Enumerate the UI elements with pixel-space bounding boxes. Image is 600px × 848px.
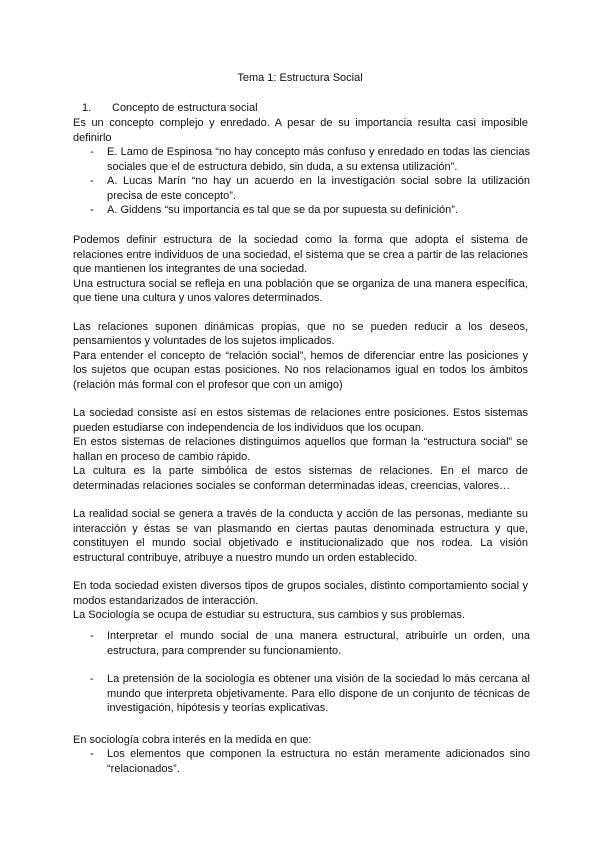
bullet-dash: -	[90, 630, 94, 642]
sociology-goals-list	[90, 629, 530, 716]
list-item	[90, 672, 530, 716]
bullet-dash: -	[90, 748, 94, 760]
bullet-dash: -	[90, 175, 94, 187]
list-item	[90, 203, 530, 218]
list-item-text: A. Giddens “su importancia es tal que se da por supuesta su definición”.	[107, 204, 458, 216]
paragraph: En toda sociedad existen diversos tipos de grupos sociales, distinto comportamiento social y modos estandarizados de interacción.	[73, 580, 528, 607]
paragraph: La sociedad consiste así en estos sistemas de relaciones entre posiciones. Estos sistemas pueden estudiarse con independencia de los individuos que los ocupan.	[73, 407, 528, 434]
paragraph: La Sociología se ocupa de estudiar su estructura, sus cambios y sus problemas.	[73, 609, 465, 621]
body-section-1	[73, 233, 528, 623]
bullet-dash: -	[90, 673, 94, 685]
list-item-text: Interpretar el mundo social de una manera estructural, atribuirle un orden, una estructura, para comprender su funcionamiento.	[107, 630, 530, 657]
section-heading-text: Concepto de estructura social	[112, 102, 258, 114]
paragraph: La realidad social se genera a través de la conducta y acción de las personas, mediante su interacción y éstas se van plasmando en ciertas pautas denominada estructura y que, constituyen el mundo social objetivado e institucionalizado que nos rodea. La visión estructural contribuye, atribuye a nuestro mundo un orden establecido.	[73, 508, 528, 564]
paragraph: Una estructura social se refleja en una población que se organiza de una manera específica, que tiene una cultura y unos valores determinados.	[73, 277, 528, 304]
quotes-list	[90, 145, 530, 218]
list-item	[90, 145, 530, 174]
body-section-2	[73, 733, 528, 748]
bullet-dash: -	[90, 204, 94, 216]
paragraph: La cultura es la parte simbólica de estos sistemas de relaciones. En el marco de determinadas relaciones sociales se conforman determinadas ideas, creencias, valores…	[73, 465, 528, 492]
paragraph: En estos sistemas de relaciones distinguimos aquellos que forman la “estructura social” se hallan en proceso de cambio rápido.	[73, 436, 528, 463]
paragraph: Las relaciones suponen dinámicas propias, que no se pueden reducir a los deseos, pensamientos y voluntades de los sujetos implicados.	[73, 320, 528, 347]
page-title: Tema 1: Estructura Social	[237, 72, 363, 84]
list-item-text: E. Lamo de Espinosa “no hay concepto más confuso y enredado en todas las ciencias sociales que el de estructura debido, sin duda, a su extensa utilización”.	[107, 146, 530, 173]
list-item	[90, 629, 530, 658]
section-heading	[82, 101, 258, 116]
list-item	[90, 747, 530, 776]
list-item-text: A. Lucas Marín “no hay un acuerdo en la investigación social sobre la utilización precisa de este concepto”.	[107, 175, 530, 202]
list-item-text: La pretensión de la sociología es obtener una visión de la sociedad lo más cercana al mundo que interpreta objetivamente. Para ello dispone de un conjunto de técnicas de investigación, hipótesis y teorías explicativas.	[107, 673, 530, 714]
paragraph: Podemos definir estructura de la sociedad como la forma que adopta el sistema de relaciones entre individuos de una sociedad, el sistema que se crea a partir de las relaciones que mantienen los integrantes de una sociedad.	[73, 234, 528, 275]
list-item	[90, 174, 530, 203]
list-item-text: Los elementos que componen la estructura no están meramente adicionados sino “relacionados”.	[107, 748, 530, 775]
intro-paragraph	[73, 116, 528, 145]
paragraph: En sociología cobra interés en la medida en que:	[73, 734, 312, 746]
interest-list	[90, 747, 530, 776]
section-number: 1.	[82, 102, 92, 114]
paragraph: Es un concepto complejo y enredado. A pesar de su importancia resulta casi imposible definirlo	[73, 117, 528, 144]
paragraph: Para entender el concepto de “relación social”, hemos de diferenciar entre las posiciones y los sujetos que ocupan estas posiciones. No nos relacionamos igual en todos los ámbitos (relación más formal con el profesor que con un amigo)	[73, 349, 528, 391]
bullet-dash: -	[90, 146, 94, 158]
